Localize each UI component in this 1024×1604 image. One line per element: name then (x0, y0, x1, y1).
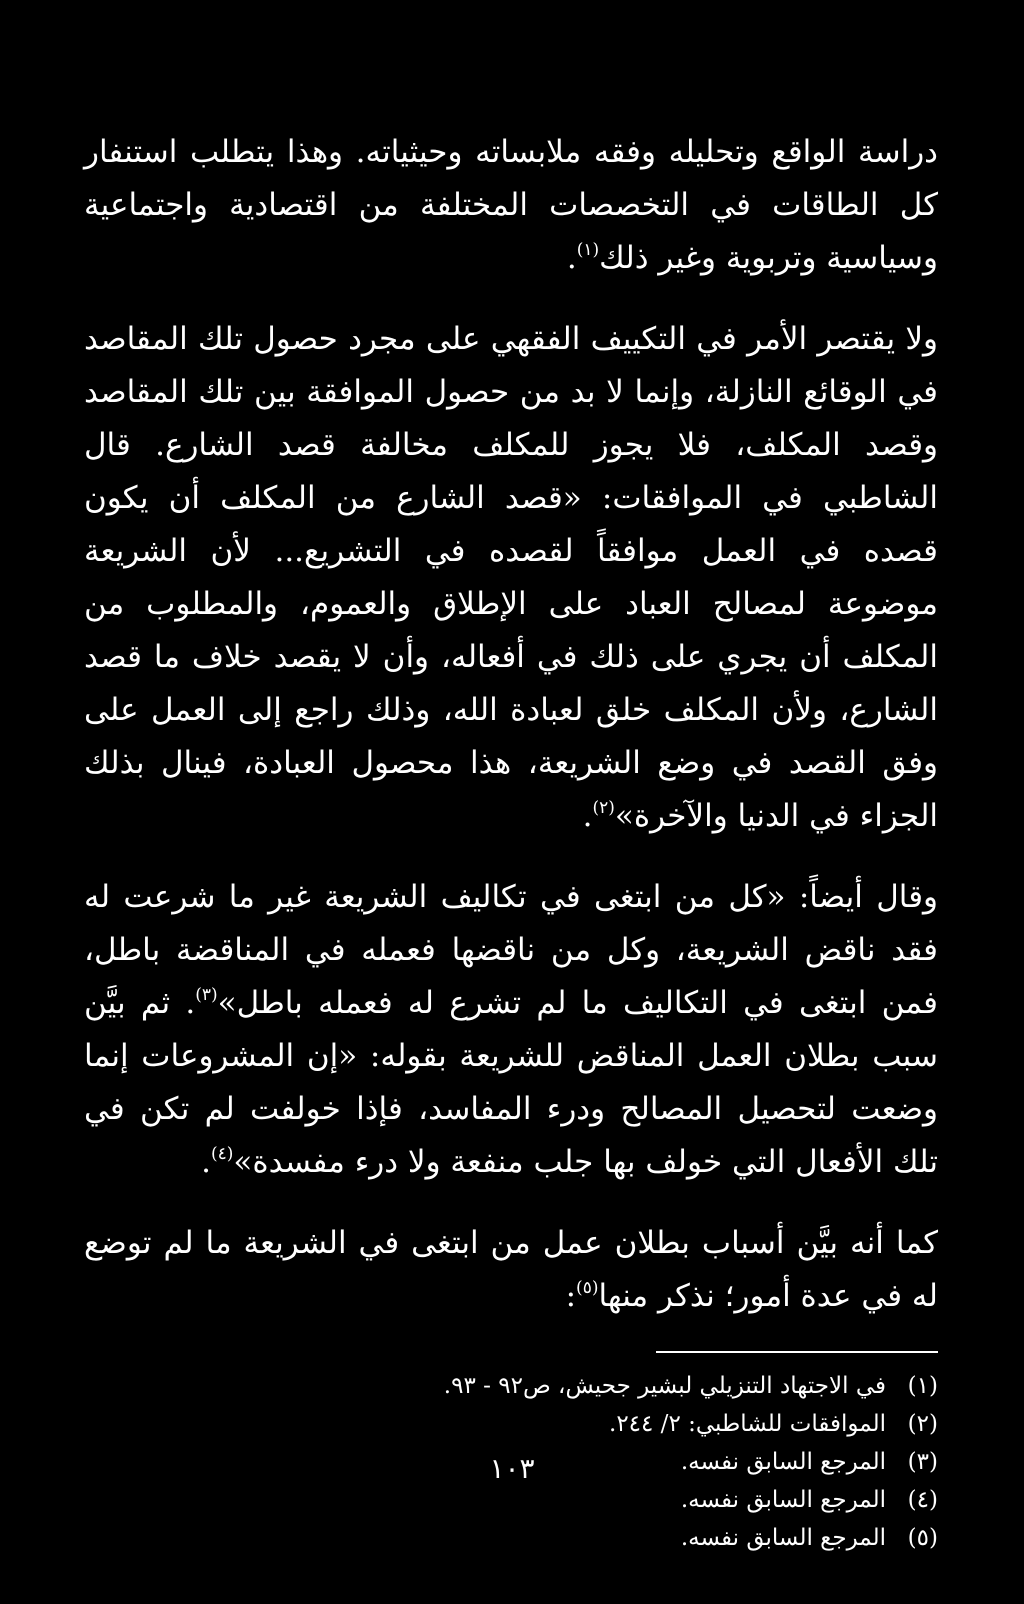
paragraph-tail: . (566, 240, 577, 276)
footnote-ref: (٥) (576, 1278, 599, 1298)
footnote-item (84, 1405, 938, 1443)
footnote-ref: (٤) (211, 1144, 234, 1164)
footnote-text: في الاجتهاد التنزيلي لبشير جحيش، ص٩٢ - ٩٣. (443, 1373, 886, 1399)
page-number: ١٠٣ (489, 1452, 535, 1485)
footnote-text: المرجع السابق نفسه. (680, 1525, 886, 1551)
footnote-number: (٥) (907, 1525, 938, 1551)
footnote-ref: (١) (576, 240, 600, 260)
paragraph-tail: . (582, 798, 593, 834)
footnote-text: المرجع السابق نفسه. (680, 1449, 886, 1475)
footnote-item (84, 1519, 938, 1557)
footnote-ref: (٢) (592, 798, 615, 818)
paragraph-3 (84, 871, 938, 1189)
footnote-item (84, 1481, 938, 1519)
paragraph-1 (84, 126, 938, 285)
paragraph-tail: . ثم بيَّن سبب بطلان العمل المناقض للشريعة بقوله: «إن المشروعات إنما وضعت لتحصيل المصالح ودرء المفاسد، فإذا خولفت لم تكن في تلك الأفعال التي خولف بها جلب منفعة ولا درء مفسدة» (84, 985, 938, 1180)
paragraph-text: ولا يقتصر الأمر في التكييف الفقهي على مجرد حصول تلك المقاصد في الوقائع النازلة، وإنما لا بد من حصول الموافقة بين تلك المقاصد وقصد المكلف، فلا يجوز للمكلف مخالفة قصد الشارع. قال الشاطبي في الموافقات: «قصد الشارع من المكلف أن يكون قصده في العمل موافقاً لقصده في التشريع... لأن الشريعة موضوعة لمصالح العباد على الإطلاق والعموم، والمطلوب من المكلف أن يجري على ذلك في أفعاله، وأن لا يقصد خلاف ما قصد الشارع، ولأن المكلف خلق لعبادة الله، وذلك راجع إلى العمل على وفق القصد في وضع الشريعة، هذا محصول العبادة، فينال بذلك الجزاء في الدنيا والآخرة» (84, 321, 938, 834)
footnote-ref: (٣) (195, 985, 218, 1005)
footnote-number: (٣) (907, 1449, 938, 1475)
paragraph-tail: . (201, 1144, 211, 1180)
paragraph-text: وقال أيضاً: «كل من ابتغى في تكاليف الشريعة غير ما شرعت له فقد ناقض الشريعة، وكل من ناقضها فعمله في المناقضة باطل، فمن ابتغى في التكاليف ما لم تشرع له فعمله باطل» (84, 879, 938, 1021)
footnote-separator (656, 1351, 938, 1353)
footnote-number: (٤) (907, 1487, 938, 1513)
paragraph-4 (84, 1217, 938, 1323)
paragraph-tail: : (565, 1278, 577, 1314)
paragraph-text: دراسة الواقع وتحليله وفقه ملابساته وحيثياته. وهذا يتطلب استنفار كل الطاقات في التخصصات المختلفة من اقتصادية واجتماعية وسياسية وتربوية وغير ذلك (84, 134, 938, 276)
footnote-text: المرجع السابق نفسه. (680, 1487, 886, 1513)
paragraph-2 (84, 313, 938, 843)
footnote-number: (١) (907, 1373, 938, 1399)
footnote-item (84, 1367, 938, 1405)
paragraph-text: كما أنه بيَّن أسباب بطلان عمل من ابتغى في الشريعة ما لم توضع له في عدة أمور؛ نذكر منها (84, 1225, 938, 1314)
footnote-number: (٢) (907, 1411, 938, 1437)
footnote-text: الموافقات للشاطبي: ٢/ ٢٤٤. (609, 1411, 886, 1437)
